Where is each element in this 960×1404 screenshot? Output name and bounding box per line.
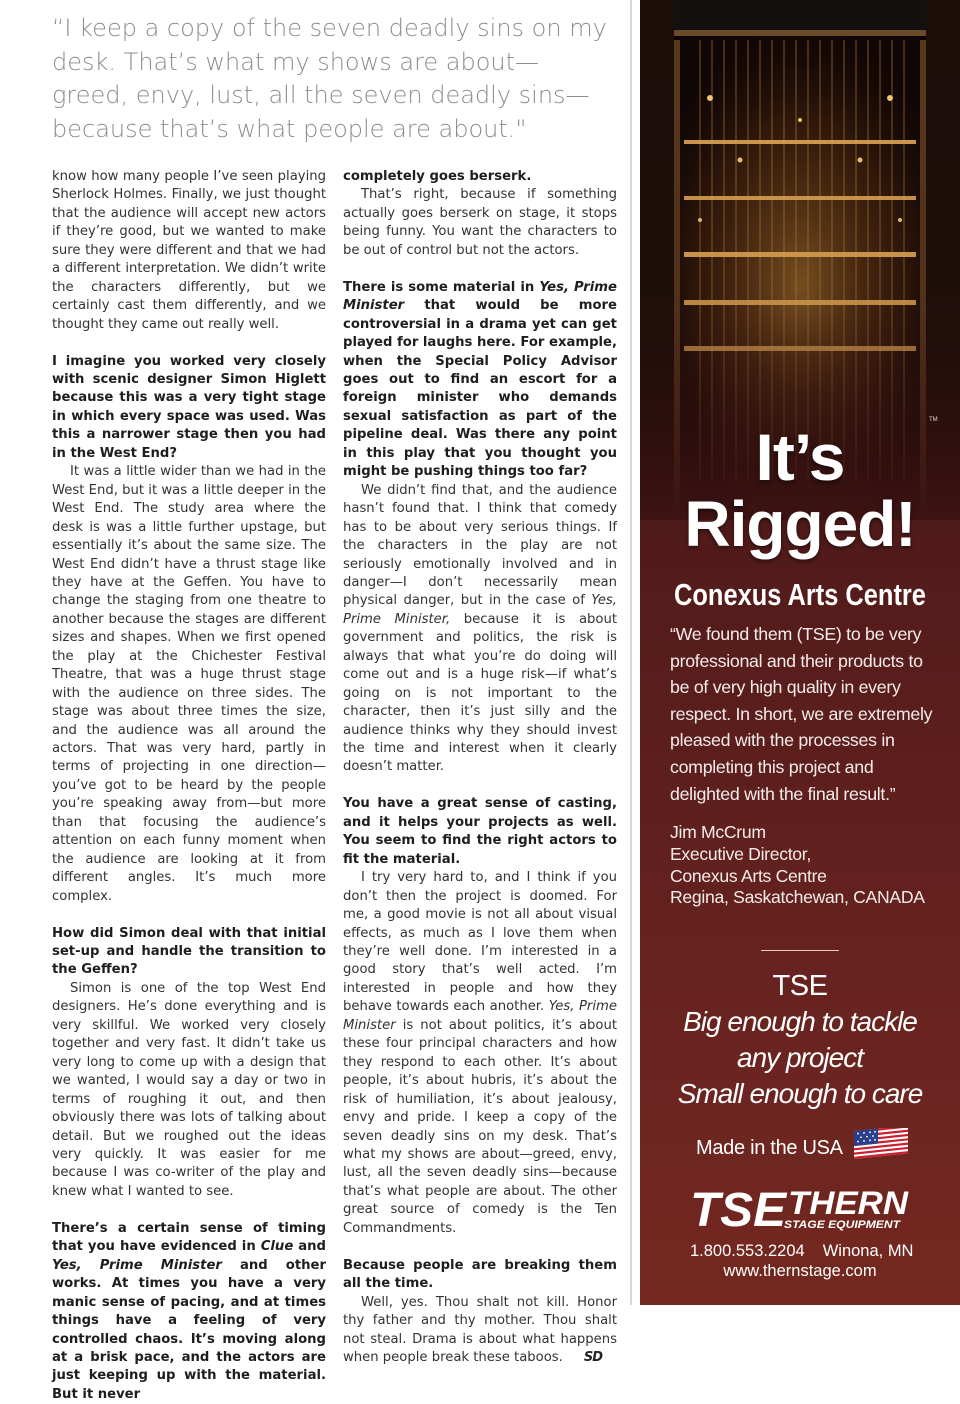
answer-paragraph bbox=[343, 869, 617, 1238]
pull-quote: “I keep a copy of the seven deadly sins on my desk. That’s what my shows are about—greed, envy, lust, all the seven deadly sins—because that’s what people are about." bbox=[52, 14, 607, 143]
interview-question bbox=[52, 1220, 326, 1404]
answer-text: because it is about government and politics, the risk is always that what you’re do doing will come out and is a huge risk—if what’s going on is not important to the character, then it’s just silly and the audience thinks why they should invest the time and interest when it clearly doesn’t matter. bbox=[343, 611, 617, 775]
show-title: Clue bbox=[260, 1239, 294, 1255]
show-title: Yes, Prime Minister bbox=[343, 999, 617, 1033]
city-location: Winona, MN bbox=[822, 1242, 914, 1260]
answer-text: is not about politics, it’s about these four principal characters and how they respond to each other. It’s about people, it’s about hubris, it’s about the risk of humiliation, it’s about jealousy, envy and pride. I keep a copy of the seven deadly sins on my desk. That’s what my shows are about—greed, envy, lust, all the seven deadly sins—because that’s what people are about. The other great source of comedy is the Ten Commandments. bbox=[343, 1017, 617, 1236]
attribution-name: Jim McCrum bbox=[670, 822, 766, 842]
slogan-line: Small enough to care bbox=[677, 1078, 923, 1109]
interview-question: How did Simon deal with that initial set-up and handle the transition to the Geffen? bbox=[52, 925, 326, 978]
show-title: Yes, Prime Minister, bbox=[343, 593, 617, 627]
logo-tse-text: TSE bbox=[690, 1184, 789, 1234]
interview-question: completely goes berserk. bbox=[343, 169, 532, 184]
answer-paragraph: Simon is one of the top West End designers. He’s done everything and is very skillful. We worked very closely together and very fast. It didn’t take us very long to come up with a design that we wanted, I would say a day or two in terms of roughing it out, and then obviously there was lots of talking about detail. But we roughed out the ideas very quickly. It was easier for me because I was co-writer of the play and knew what I wanted to see. bbox=[52, 980, 326, 1199]
answer-text: I try very hard to, and I think if you don’t then the project is doomed. For me, a good movie is not all about visual effects, as much as I love them when they’re well done. I’m interested in a good story that’s well acted. I’m interested in people and how they behave towards each another. bbox=[343, 870, 617, 1015]
article-column-middle bbox=[343, 168, 617, 1367]
attribution-organization: Conexus Arts Centre bbox=[670, 865, 827, 886]
answer-paragraph: That’s right, because if something actually goes berserk on stage, it stops being funny. You want the characters to be out of control but not the actors. bbox=[343, 187, 617, 258]
tse-thern-logo bbox=[688, 1182, 914, 1234]
show-title: Yes, Prime Minister bbox=[52, 1257, 222, 1273]
trademark-mark: TM bbox=[929, 417, 938, 423]
answer-text: We didn’t find that, and the audience hasn’t found that. I think that comedy has to be about very serious things. If the characters in the play are not seriously emotionally involved and in danger—I don’t necessarily mean physical danger, but in the case of bbox=[343, 482, 617, 609]
answer-text: Well, yes. Thou shalt not kill. Honor thy father and thy mother. Thou shalt not steal. Drama is about what happens when people break these taboos. bbox=[343, 1294, 617, 1365]
brand-name: TSE bbox=[772, 970, 828, 1002]
tse-advertisement bbox=[640, 0, 960, 1305]
slogan-line: Big enough to tackle bbox=[683, 1006, 917, 1037]
answer-paragraph bbox=[343, 482, 617, 777]
ad-slogan bbox=[640, 1004, 960, 1112]
ad-headline bbox=[640, 418, 960, 560]
interview-question: You have a great sense of casting, and it helps your projects as well. You seem to find the right actors to fit the material. bbox=[343, 796, 617, 867]
interview-question bbox=[343, 279, 617, 482]
article-column-left bbox=[52, 168, 326, 1404]
attribution-location: Regina, Saskatchewan, CANADA bbox=[670, 887, 925, 908]
website-link[interactable]: www.thernstage.com bbox=[723, 1262, 877, 1280]
show-title: Yes, Prime Minister bbox=[343, 279, 617, 314]
interview-question: I imagine you worked very closely with scenic designer Simon Higlett because this was a very tight stage in which every space was used. Was this a narrower stage then you had in the West End? bbox=[52, 353, 326, 461]
end-mark-icon: SD bbox=[583, 1349, 603, 1365]
interview-question: Because people are breaking them all the time. bbox=[343, 1257, 617, 1292]
testimonial-attribution bbox=[670, 822, 950, 909]
slogan-line: any project bbox=[737, 1042, 863, 1073]
headline-line: Rigged! bbox=[684, 488, 916, 560]
question-text: There is some material in bbox=[343, 279, 540, 295]
made-in-usa: Made in the USA bbox=[696, 1137, 843, 1159]
answer-paragraph: It was a little wider than we had in the West End, but it was a little deeper in the West End. The study area where the desk is was a little further upstage, but essentially it’s about the same size. The West End didn’t have a thrust stage like they have at the Geffen. You have to change the staging from one theatre to another because the stages are different sizes and shapes. When we first opened the play at the Chichester Festival Theatre, that was a huge thrust stage with the audience on three sides. The stage was about three times the size, and the audience was all around the actors. That was very hard, partly in terms of projecting in one direction—you’ve got to be heard by the people you’re speaking away from—but more than that focusing the audience’s attention on each funny moment when the audience are looking at it from different angles. It’s much more complex. bbox=[52, 464, 326, 904]
ad-divider bbox=[761, 950, 839, 951]
question-text: that would be more controversial in a drama yet can get played for laughs here. For example, when the Special Policy Advisor goes out to find an escort for a foreign minister who demands sexual satisfaction as part of the pipeline deal. Was there any point in this play that you thought you might be pushing things too far? bbox=[343, 298, 618, 480]
question-text: There’s a certain sense of timing that you have evidenced in bbox=[52, 1220, 326, 1255]
testimonial-quote: “We found them (TSE) to be very professional and their products to be of very high quality in every respect. In short, we are extremely pleased with the processes in completing this project and delighted with the final result.” bbox=[670, 624, 933, 804]
logo-thern-text: THERN bbox=[788, 1185, 909, 1221]
question-text: and other works. At times you have a very manic sense of pacing, and at times things have a feeling of very controlled chaos. It’s moving along at a brisk pace, and the actors are just keeping up with the material. But it never bbox=[52, 1257, 326, 1402]
contact-line bbox=[690, 1240, 913, 1262]
answer-paragraph: know how many people I’ve seen playing Sherlock Holmes. Finally, we just thought that the audience will accept new actors if they’re good, but we wanted to make sure they were different and that we had a different interpretation. We didn’t write the characters differently, but we certainly cast them differently, and we thought they came out really well. bbox=[52, 169, 326, 332]
attribution-title: Executive Director, bbox=[670, 843, 811, 864]
us-flag-icon bbox=[854, 1128, 908, 1160]
venue-name: Conexus Arts Centre bbox=[674, 577, 926, 612]
headline-line: It’s bbox=[755, 420, 845, 494]
question-text: and bbox=[293, 1239, 326, 1255]
phone-number: 1.800.553.2204 bbox=[690, 1242, 805, 1260]
logo-subtitle-text: STAGE EQUIPMENT bbox=[784, 1219, 902, 1231]
page-divider bbox=[628, 0, 632, 1305]
